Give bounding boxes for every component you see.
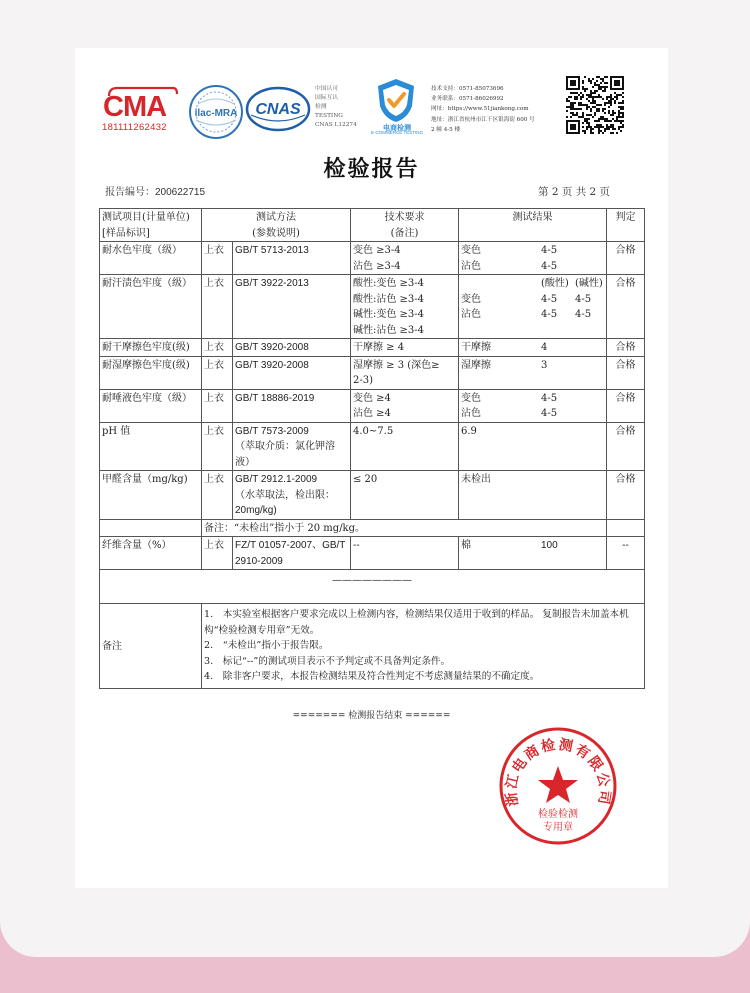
svg-text:ilac-MRA: ilac-MRA — [194, 108, 238, 119]
remark-3: 3. 标记“--”的测试项目表示不予判定或不具备判定条件。 — [204, 655, 451, 667]
table-row — [100, 275, 645, 339]
header-verdict: 判定 — [607, 209, 645, 242]
shield-sublabel: E-COMMERCE TESTING — [371, 130, 423, 135]
row-requirement: ≤ 20 — [351, 471, 459, 520]
shield-label: 电商检测 — [383, 125, 411, 132]
cma-number: 181111262432 — [102, 122, 167, 133]
row-requirement: 变色 ≥4 沾色 ≥4 — [351, 389, 459, 422]
report-paper — [75, 48, 668, 888]
row-method: GB/T 3920-2008 — [233, 356, 351, 389]
fiber-method: FZ/T 01057-2007、GB/T 2910-2009 — [233, 537, 351, 570]
report-end-line: ======= 检测报告结束 ====== — [292, 711, 451, 721]
row-part: 上衣 — [202, 339, 233, 357]
row-item: 耐唾液色牢度（级） — [100, 389, 202, 422]
row-result: 湿摩擦 3 — [459, 356, 607, 389]
row-requirement: 干摩擦 ≥ 4 — [351, 339, 459, 357]
row-item: 甲醛含量（mg/kg) — [100, 471, 202, 520]
row-result: 变色 4-5 沾色 4-5 — [459, 389, 607, 422]
row-result: 未检出 — [459, 471, 607, 520]
row-requirement: 4.0~7.5 — [351, 422, 459, 471]
note-row — [100, 519, 645, 537]
svg-text:专用章: 专用章 — [543, 822, 573, 833]
report-number: 报告编号：200622715 — [105, 187, 206, 198]
row-part: 上衣 — [202, 471, 233, 520]
fiber-verdict: -- — [607, 537, 645, 570]
row-part: 上衣 — [202, 389, 233, 422]
row-method: GB/T 7573-2009 （萃取介质：氯化钾溶 液） — [233, 422, 351, 471]
results-table — [99, 208, 645, 689]
row-result: (酸性) (碱性) 变色 4-5 4-5 沾色 4-5 4-5 — [459, 275, 607, 339]
fiber-part: 上衣 — [202, 537, 233, 570]
page-indicator: 第 2 页 共 2 页 — [538, 186, 611, 198]
row-item: 耐水色牢度（级） — [100, 242, 202, 275]
row-part: 上衣 — [202, 356, 233, 389]
row-item: 耐湿摩擦色牢度(级) — [100, 356, 202, 389]
fiber-result: 棉 100 — [459, 537, 607, 570]
svg-text:CNAS: CNAS — [255, 101, 301, 118]
table-row — [100, 471, 645, 520]
row-verdict: 合格 — [607, 339, 645, 357]
row-result: 变色 4-5 沾色 4-5 — [459, 242, 607, 275]
row-verdict: 合格 — [607, 471, 645, 520]
row-requirement: 湿摩擦 ≥ 3 (深色≥ 2-3) — [351, 356, 459, 389]
row-requirement: 变色 ≥3-4 沾色 ≥3-4 — [351, 242, 459, 275]
row-result: 干摩擦 4 — [459, 339, 607, 357]
row-item: 耐干摩擦色牢度(级) — [100, 339, 202, 357]
page-title: 检验报告 — [323, 156, 420, 182]
remark-2: 2. “未检出”指小于报告限。 — [204, 640, 329, 651]
fiber-requirement: -- — [351, 537, 459, 570]
row-verdict: 合格 — [607, 242, 645, 275]
svg-text:CMA: CMA — [103, 91, 167, 118]
remarks-row — [100, 604, 645, 689]
row-verdict: 合格 — [607, 422, 645, 471]
note-row-blank — [100, 519, 202, 537]
row-part: 上衣 — [202, 242, 233, 275]
row-method: GB/T 3920-2008 — [233, 339, 351, 357]
row-method: GB/T 5713-2013 — [233, 242, 351, 275]
official-seal — [497, 725, 619, 847]
remark-4: 4. 除非客户要求，本报告检测结果及符合性判定不考虑测量结果的不确定度。 — [204, 671, 540, 682]
row-method: GB/T 3922-2013 — [233, 275, 351, 339]
separator-row — [100, 570, 645, 604]
fiber-row — [100, 537, 645, 570]
fiber-item: 纤维含量（%） — [100, 537, 202, 570]
table-row — [100, 422, 645, 471]
row-result: 6.9 — [459, 422, 607, 471]
row-requirement: 酸性:变色 ≥3-4 酸性:沾色 ≥3-4 碱性:变色 ≥3-4 碱性:沾色 ≥3-4 — [351, 275, 459, 339]
row-item: 耐汗渍色牢度（级） — [100, 275, 202, 339]
remarks-list — [202, 604, 645, 689]
svg-text:检验检测: 检验检测 — [538, 809, 578, 820]
remark-1: 1. 本实验室根据客户要求完成以上检测内容，检测结果仅适用于收到的样品。 复制报告未加盖本机构“检验检测专用章”无效。 — [204, 609, 629, 636]
separator-cell: ———————— — [100, 570, 645, 604]
table-rows — [100, 242, 645, 537]
ilac-mra-logo — [188, 84, 244, 140]
cnas-info: 中国认可 国际互认 检测 TESTING CNAS L12274 — [315, 86, 357, 128]
table-row — [100, 242, 645, 275]
svg-text:浙江电商检测有限公司: 浙江电商检测有限公司 — [503, 736, 613, 808]
header-method: 测试方法 (参数说明) — [202, 209, 351, 242]
row-verdict: 合格 — [607, 356, 645, 389]
contact-info: 技术支持：0571-85073696 业务联系：0571-86026992 网址：https://www.51jiankong.com 地址：浙江省杭州市江干区银海街 600 号 2 幢 4-5 楼 — [431, 86, 535, 133]
row-item: pH 值 — [100, 422, 202, 471]
table-header — [100, 209, 645, 242]
table-row — [100, 356, 645, 389]
header-result: 测试结果 — [459, 209, 607, 242]
table-row — [100, 389, 645, 422]
row-part: 上衣 — [202, 422, 233, 471]
remarks-label: 备注 — [100, 604, 202, 689]
row-part: 上衣 — [202, 275, 233, 339]
header-item: 测试项目(计量单位) [样品标识] — [100, 209, 202, 242]
row-method: GB/T 18886-2019 — [233, 389, 351, 422]
row-verdict: 合格 — [607, 389, 645, 422]
header-requirement: 技术要求 (备注) — [351, 209, 459, 242]
cma-logo — [103, 86, 179, 118]
note-cell: 备注：“未检出”指小于 20 mg/kg。 — [202, 519, 607, 537]
note-row-blank — [607, 519, 645, 537]
cnas-logo — [245, 85, 311, 133]
row-verdict: 合格 — [607, 275, 645, 339]
row-method: GB/T 2912.1-2009 （水萃取法，检出限： 20mg/kg) — [233, 471, 351, 520]
qr-code — [566, 76, 624, 134]
table-row — [100, 339, 645, 357]
